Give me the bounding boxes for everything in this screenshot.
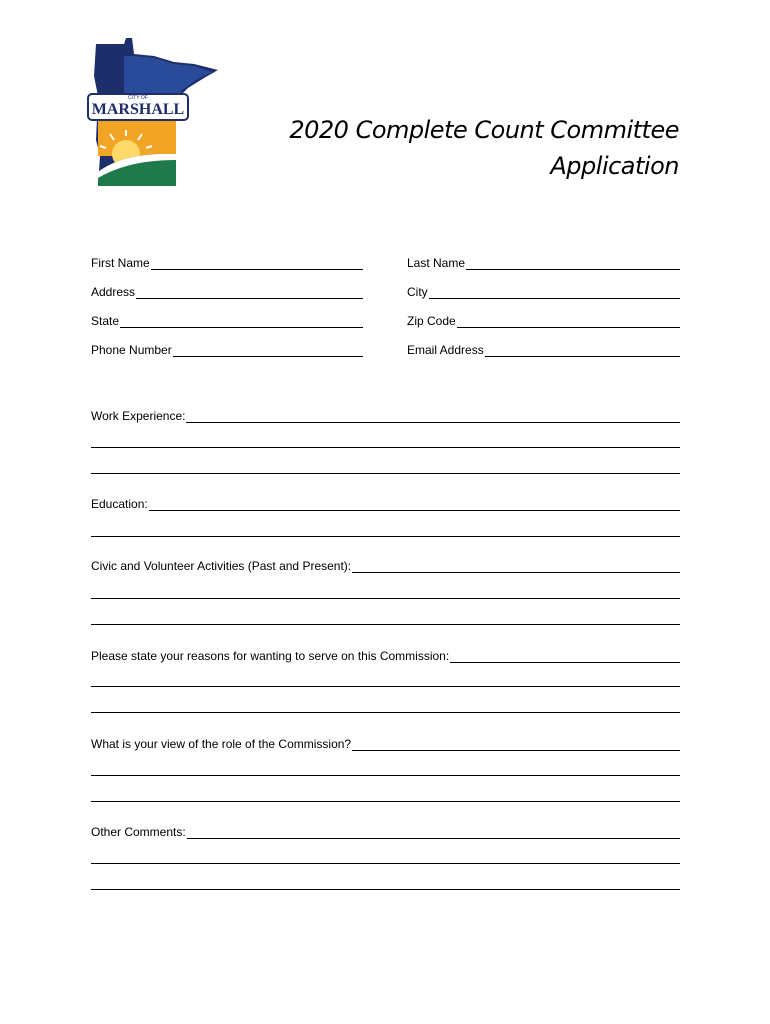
civic-activities-label: Civic and Volunteer Activities (Past and Present): — [91, 559, 352, 573]
work-experience-line[interactable] — [186, 410, 680, 423]
other-comments-label: Other Comments: — [91, 825, 186, 839]
state-label: State — [91, 314, 120, 328]
page-title — [289, 112, 679, 184]
reasons-label: Please state your reasons for wanting to serve on this Commission: — [91, 649, 450, 663]
city-field[interactable] — [407, 285, 680, 299]
phone-number-line[interactable] — [173, 344, 363, 357]
commission-role-line[interactable] — [352, 738, 680, 751]
other-comments-line-2[interactable] — [91, 863, 680, 864]
zip-code-field[interactable] — [407, 314, 680, 328]
reasons-line-2[interactable] — [91, 686, 680, 687]
last-name-field[interactable] — [407, 256, 680, 270]
first-name-label: First Name — [91, 256, 150, 270]
title-line-2: Application — [550, 152, 679, 180]
reasons-line-3[interactable] — [91, 712, 680, 713]
phone-number-field[interactable] — [91, 343, 363, 357]
state-field[interactable] — [91, 314, 363, 328]
first-name-field[interactable] — [91, 256, 363, 270]
commission-role-line-2[interactable] — [91, 775, 680, 776]
city-label: City — [407, 285, 428, 299]
commission-role-label: What is your view of the role of the Commission? — [91, 737, 352, 751]
education-line[interactable] — [149, 498, 680, 511]
address-line[interactable] — [136, 286, 363, 299]
address-label: Address — [91, 285, 136, 299]
email-address-label: Email Address — [407, 343, 484, 357]
work-experience-label: Work Experience: — [91, 409, 186, 423]
civic-activities-line-2[interactable] — [91, 598, 680, 599]
reasons-line[interactable] — [450, 650, 680, 663]
civic-activities-line-3[interactable] — [91, 624, 680, 625]
minnesota-map-logo-icon — [84, 36, 224, 192]
work-experience-line-3[interactable] — [91, 473, 680, 474]
other-comments-line[interactable] — [187, 826, 680, 839]
last-name-label: Last Name — [407, 256, 466, 270]
phone-number-label: Phone Number — [91, 343, 172, 357]
email-address-line[interactable] — [485, 344, 680, 357]
logo-text-main: MARSHALL — [91, 101, 185, 118]
logo-text-top: CITY OF — [128, 95, 148, 101]
work-experience-line-2[interactable] — [91, 447, 680, 448]
zip-code-label: Zip Code — [407, 314, 456, 328]
work-experience-field[interactable] — [91, 409, 680, 423]
title-line-1: 2020 Complete Count Committee — [289, 116, 679, 144]
civic-activities-field[interactable] — [91, 559, 680, 573]
last-name-line[interactable] — [466, 257, 680, 270]
city-logo — [84, 36, 224, 192]
education-label: Education: — [91, 497, 148, 511]
education-line-2[interactable] — [91, 536, 680, 537]
commission-role-line-3[interactable] — [91, 801, 680, 802]
first-name-line[interactable] — [151, 257, 363, 270]
email-address-field[interactable] — [407, 343, 680, 357]
zip-code-line[interactable] — [457, 315, 680, 328]
other-comments-field[interactable] — [91, 825, 680, 839]
city-line[interactable] — [429, 286, 680, 299]
other-comments-line-3[interactable] — [91, 889, 680, 890]
civic-activities-line[interactable] — [352, 560, 680, 573]
address-field[interactable] — [91, 285, 363, 299]
reasons-field[interactable] — [91, 649, 680, 663]
education-field[interactable] — [91, 497, 680, 511]
commission-role-field[interactable] — [91, 737, 680, 751]
state-line[interactable] — [120, 315, 363, 328]
